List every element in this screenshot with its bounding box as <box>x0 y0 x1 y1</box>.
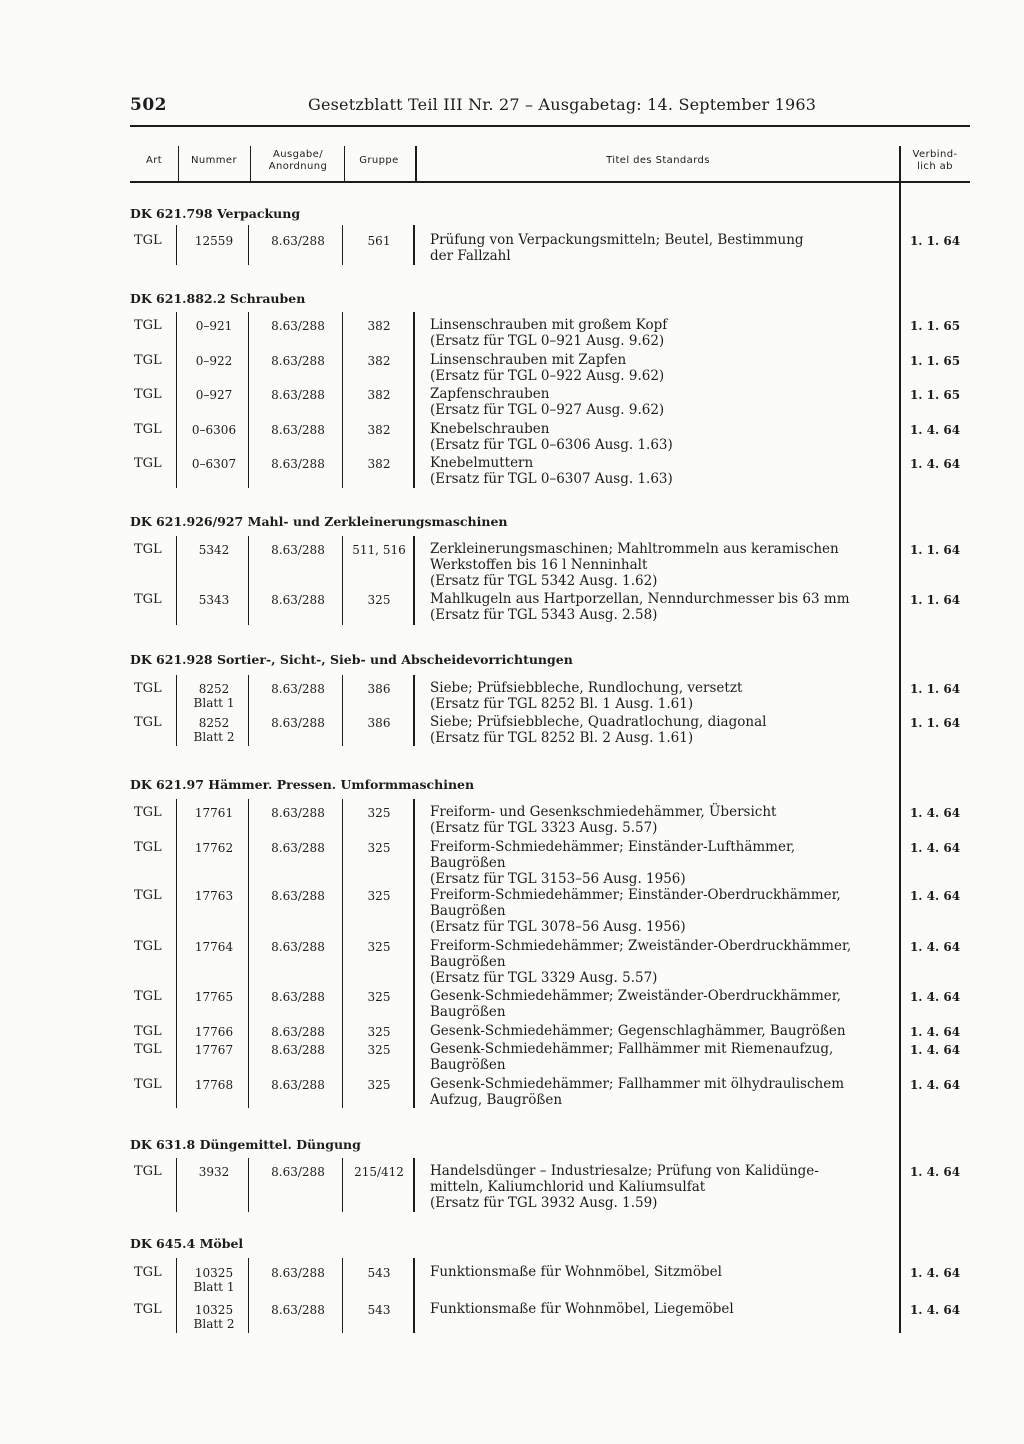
title-line: (Ersatz für TGL 0–6307 Ausg. 1.63) <box>430 471 673 487</box>
column-divider <box>413 536 415 625</box>
art-cell: TGL <box>134 542 162 557</box>
nummer-line: 10325 <box>194 1303 234 1317</box>
column-divider <box>248 225 249 265</box>
title-line: Handelsdünger – Industriesalze; Prüfung von Kalidünge- <box>430 1163 819 1179</box>
title-line: mitteln, Kaliumchlorid und Kaliumsulfat <box>430 1179 706 1195</box>
title-cell <box>430 839 895 887</box>
ausgabe-cell: 8.63/288 <box>271 388 325 402</box>
title-line: Baugrößen <box>430 1057 506 1073</box>
section-name: Möbel <box>199 1236 244 1251</box>
nummer-line: 17762 <box>194 841 234 855</box>
ausgabe-cell: 8.63/288 <box>271 319 325 333</box>
nummer-cell <box>180 593 248 607</box>
title-line: Funktionsmaße für Wohnmöbel, Liegemöbel <box>430 1301 734 1317</box>
nummer-line: 8252 <box>198 716 230 730</box>
verbindlich-cell: 1. 4. 64 <box>909 1165 961 1179</box>
title-line: Linsenschrauben mit Zapfen <box>430 352 627 368</box>
art-cell: TGL <box>134 1077 162 1092</box>
gruppe-cell: 382 <box>367 354 391 368</box>
art-cell: TGL <box>134 805 162 820</box>
nummer-line: 17768 <box>194 1078 234 1092</box>
nummer-cell <box>180 1025 248 1039</box>
col-header-gruppe: Gruppe <box>359 155 399 166</box>
art-cell: TGL <box>134 939 162 954</box>
ausgabe-cell: 8.63/288 <box>271 682 325 696</box>
title-cell <box>430 680 895 712</box>
nummer-line: 0–927 <box>195 388 233 402</box>
ausgabe-cell: 8.63/288 <box>271 1078 325 1092</box>
section-name: Schrauben <box>230 291 306 306</box>
art-cell: TGL <box>134 1265 162 1280</box>
gruppe-cell: 325 <box>367 841 391 855</box>
title-line: (Ersatz für TGL 5343 Ausg. 2.58) <box>430 607 658 623</box>
title-line: (Ersatz für TGL 0–6306 Ausg. 1.63) <box>430 437 673 453</box>
ausgabe-cell: 8.63/288 <box>271 234 325 248</box>
title-cell <box>430 1301 895 1317</box>
nummer-line: 5342 <box>198 543 230 557</box>
gruppe-cell: 325 <box>367 990 391 1004</box>
verbindlich-cell: 1. 1. 64 <box>909 682 961 696</box>
nummer-cell <box>180 1303 248 1331</box>
header-divider <box>344 146 345 181</box>
art-cell: TGL <box>134 840 162 855</box>
column-divider <box>176 675 177 746</box>
title-cell <box>430 232 895 264</box>
verbindlich-cell: 1. 4. 64 <box>909 806 961 820</box>
nummer-line: 0–922 <box>195 354 233 368</box>
gruppe-cell: 325 <box>367 1043 391 1057</box>
gruppe-cell: 215/412 <box>354 1165 404 1179</box>
section-code: DK 621.798 <box>130 206 213 221</box>
verbindlich-cell: 1. 4. 64 <box>909 889 961 903</box>
title-line: Funktionsmaße für Wohnmöbel, Sitzmöbel <box>430 1264 722 1280</box>
title-line: Gesenk-Schmiedehämmer; Fallhämmer mit Riemenaufzug, <box>430 1041 834 1057</box>
gruppe-cell: 325 <box>367 1078 391 1092</box>
nummer-line: 17764 <box>194 940 234 954</box>
header-rule <box>130 125 970 127</box>
section-name: Hämmer. Pressen. Umformmaschinen <box>208 777 475 792</box>
art-cell: TGL <box>134 715 162 730</box>
ausgabe-cell: 8.63/288 <box>271 457 325 471</box>
ausgabe-cell: 8.63/288 <box>271 889 325 903</box>
section-heading <box>130 1137 361 1152</box>
column-divider <box>248 799 249 1108</box>
column-divider <box>248 1158 249 1212</box>
nummer-cell <box>180 319 248 333</box>
col-header-verbindlich-line1: Verbind- <box>912 149 958 160</box>
title-cell <box>430 988 895 1020</box>
gruppe-cell: 382 <box>367 319 391 333</box>
title-cell <box>430 1023 895 1039</box>
nummer-line: Blatt 1 <box>193 1280 235 1294</box>
art-cell: TGL <box>134 1042 162 1057</box>
page-number: 502 <box>130 95 167 115</box>
title-line: Prüfung von Verpackungsmitteln; Beutel, Bestimmung <box>430 232 804 248</box>
title-cell <box>430 421 895 453</box>
ausgabe-cell: 8.63/288 <box>271 423 325 437</box>
title-cell <box>430 541 895 589</box>
col-header-ausgabe-line2: Anordnung <box>268 161 328 172</box>
nummer-line: Blatt 2 <box>193 730 235 744</box>
column-divider <box>248 536 249 625</box>
title-line: Siebe; Prüfsiebbleche, Quadratlochung, diagonal <box>430 714 767 730</box>
title-line: Siebe; Prüfsiebbleche, Rundlochung, versetzt <box>430 680 743 696</box>
title-line: Gesenk-Schmiedehämmer; Zweiständer-Oberdruckhämmer, <box>430 988 842 1004</box>
header-divider <box>178 146 179 181</box>
gruppe-cell: 511, 516 <box>352 543 406 557</box>
column-divider <box>248 1258 249 1333</box>
nummer-cell <box>180 990 248 1004</box>
title-line: Baugrößen <box>430 1004 506 1020</box>
art-cell: TGL <box>134 387 162 402</box>
title-line: (Ersatz für TGL 0–921 Ausg. 9.62) <box>430 333 665 349</box>
gruppe-cell: 382 <box>367 423 391 437</box>
art-cell: TGL <box>134 1302 162 1317</box>
title-line: Mahlkugeln aus Hartporzellan, Nenndurchmesser bis 63 mm <box>430 591 850 607</box>
title-line: (Ersatz für TGL 8252 Bl. 2 Ausg. 1.61) <box>430 730 694 746</box>
col-header-verbindlich-line2: lich ab <box>917 161 953 172</box>
column-divider <box>176 225 177 265</box>
nummer-line: 17767 <box>194 1043 234 1057</box>
gruppe-cell: 325 <box>367 889 391 903</box>
title-cell <box>430 317 895 349</box>
column-divider <box>413 675 415 746</box>
gruppe-cell: 382 <box>367 388 391 402</box>
nummer-cell <box>180 1078 248 1092</box>
title-line: Freiform-Schmiedehämmer; Einständer-Oberdruckhämmer, <box>430 887 841 903</box>
verbindlich-cell: 1. 1. 64 <box>909 543 961 557</box>
verbindlich-cell: 1. 1. 64 <box>909 593 961 607</box>
section-heading <box>130 1236 243 1251</box>
col-header-ausgabe <box>252 149 344 173</box>
ausgabe-cell: 8.63/288 <box>271 1266 325 1280</box>
art-cell: TGL <box>134 422 162 437</box>
column-divider <box>248 675 249 746</box>
column-divider <box>413 1158 415 1212</box>
verbindlich-cell: 1. 4. 64 <box>909 1078 961 1092</box>
title-line: (Ersatz für TGL 0–927 Ausg. 9.62) <box>430 402 665 418</box>
verbindlich-cell: 1. 4. 64 <box>909 457 961 471</box>
gruppe-cell: 543 <box>367 1303 391 1317</box>
nummer-cell <box>180 682 248 710</box>
title-line: Freiform- und Gesenkschmiedehämmer, Übersicht <box>430 804 777 820</box>
column-divider <box>176 312 177 488</box>
title-cell <box>430 714 895 746</box>
column-divider <box>248 312 249 488</box>
title-cell <box>430 804 895 836</box>
col-header-ausgabe-line1: Ausgabe/ <box>273 149 323 160</box>
nummer-line: 0–921 <box>195 319 233 333</box>
title-line: (Ersatz für TGL 0–922 Ausg. 9.62) <box>430 368 665 384</box>
verbindlich-cell: 1. 4. 64 <box>909 990 961 1004</box>
verbindlich-cell: 1. 1. 65 <box>909 388 961 402</box>
ausgabe-cell: 8.63/288 <box>271 593 325 607</box>
nummer-line: 0–6307 <box>191 457 237 471</box>
title-line: Freiform-Schmiedehämmer; Zweiständer-Oberdruckhämmer, <box>430 938 852 954</box>
ausgabe-cell: 8.63/288 <box>271 543 325 557</box>
title-cell <box>430 1041 895 1073</box>
section-code: DK 631.8 <box>130 1137 196 1152</box>
gruppe-cell: 386 <box>367 716 391 730</box>
title-line: Freiform-Schmiedehämmer; Einständer-Lufthämmer, <box>430 839 796 855</box>
title-cell <box>430 386 895 418</box>
section-name: Düngemittel. Düngung <box>199 1137 361 1152</box>
col-header-nummer: Nummer <box>191 155 237 166</box>
nummer-cell <box>180 806 248 820</box>
section-code: DK 621.928 <box>130 652 213 667</box>
column-divider <box>413 1258 415 1333</box>
column-header-rule <box>130 181 970 183</box>
title-line: (Ersatz für TGL 3153–56 Ausg. 1956) <box>430 871 686 887</box>
nummer-cell <box>180 543 248 557</box>
section-name: Sortier-, Sicht-, Sieb- und Abscheidevorrichtungen <box>216 652 573 667</box>
nummer-line: 12559 <box>194 234 234 248</box>
nummer-line: 17766 <box>194 1025 234 1039</box>
gruppe-cell: 325 <box>367 1025 391 1039</box>
title-line: Zapfenschrauben <box>430 386 550 402</box>
nummer-cell <box>180 457 248 471</box>
art-cell: TGL <box>134 592 162 607</box>
col-header-verbindlich <box>900 149 970 173</box>
nummer-line: Blatt 2 <box>193 1317 235 1331</box>
nummer-line: 0–6306 <box>191 423 237 437</box>
title-line: (Ersatz für TGL 3078–56 Ausg. 1956) <box>430 919 686 935</box>
nummer-cell <box>180 423 248 437</box>
art-cell: TGL <box>134 318 162 333</box>
title-line: Linsenschrauben mit großem Kopf <box>430 317 668 333</box>
title-cell <box>430 1163 895 1211</box>
section-heading <box>130 514 508 529</box>
nummer-cell <box>180 841 248 855</box>
column-divider <box>176 799 177 1108</box>
gruppe-cell: 325 <box>367 593 391 607</box>
verbindlich-cell: 1. 4. 64 <box>909 1266 961 1280</box>
verbindlich-cell: 1. 4. 64 <box>909 1025 961 1039</box>
ausgabe-cell: 8.63/288 <box>271 990 325 1004</box>
gruppe-cell: 543 <box>367 1266 391 1280</box>
nummer-cell <box>180 940 248 954</box>
art-cell: TGL <box>134 353 162 368</box>
col-header-art: Art <box>145 155 163 166</box>
verbindlich-cell: 1. 4. 64 <box>909 841 961 855</box>
section-code: DK 645.4 <box>130 1236 196 1251</box>
nummer-line: 5343 <box>198 593 230 607</box>
column-divider <box>413 799 415 1108</box>
title-line: Aufzug, Baugrößen <box>430 1092 563 1108</box>
ausgabe-cell: 8.63/288 <box>271 1025 325 1039</box>
title-line: Baugrößen <box>430 855 506 871</box>
title-line: (Ersatz für TGL 8252 Bl. 1 Ausg. 1.61) <box>430 696 694 712</box>
verbindlich-cell: 1. 1. 65 <box>909 354 961 368</box>
verbindlich-cell: 1. 1. 64 <box>909 716 961 730</box>
nummer-cell <box>180 234 248 248</box>
gruppe-cell: 382 <box>367 457 391 471</box>
section-heading <box>130 206 300 221</box>
nummer-cell <box>180 1165 248 1179</box>
verbindlich-cell: 1. 4. 64 <box>909 423 961 437</box>
art-cell: TGL <box>134 1164 162 1179</box>
ausgabe-cell: 8.63/288 <box>271 841 325 855</box>
title-line: Gesenk-Schmiedehämmer; Gegenschlaghämmer, Baugrößen <box>430 1023 846 1039</box>
title-line: der Fallzahl <box>430 248 511 264</box>
section-name: Verpackung <box>216 206 301 221</box>
section-code: DK 621.926/927 <box>130 514 244 529</box>
ausgabe-cell: 8.63/288 <box>271 1165 325 1179</box>
section-heading <box>130 652 573 667</box>
running-head: Gesetzblatt Teil III Nr. 27 – Ausgabetag: 14. September 1963 <box>308 95 817 114</box>
title-cell <box>430 591 895 623</box>
ausgabe-cell: 8.63/288 <box>271 1303 325 1317</box>
section-heading <box>130 777 474 792</box>
verbindlich-cell: 1. 1. 64 <box>909 234 961 248</box>
title-line: Gesenk-Schmiedehämmer; Fallhammer mit ölhydraulischem <box>430 1076 845 1092</box>
title-line: (Ersatz für TGL 3932 Ausg. 1.59) <box>430 1195 658 1211</box>
verbindlich-cell: 1. 1. 65 <box>909 319 961 333</box>
title-line: Baugrößen <box>430 954 506 970</box>
ausgabe-cell: 8.63/288 <box>271 940 325 954</box>
ausgabe-cell: 8.63/288 <box>271 1043 325 1057</box>
section-code: DK 621.97 <box>130 777 204 792</box>
gruppe-cell: 561 <box>367 234 391 248</box>
verbindlich-cell: 1. 4. 64 <box>909 1043 961 1057</box>
header-divider <box>250 146 251 181</box>
nummer-cell <box>180 1043 248 1057</box>
gruppe-cell: 325 <box>367 806 391 820</box>
nummer-line: Blatt 1 <box>193 696 235 710</box>
nummer-line: 17761 <box>194 806 234 820</box>
nummer-line: 10325 <box>194 1266 234 1280</box>
title-cell <box>430 1076 895 1108</box>
column-divider <box>176 1158 177 1212</box>
nummer-cell <box>180 388 248 402</box>
art-cell: TGL <box>134 456 162 471</box>
section-name: Mahl- und Zerkleinerungsmaschinen <box>247 514 508 529</box>
gruppe-cell: 386 <box>367 682 391 696</box>
nummer-line: 17763 <box>194 889 234 903</box>
art-cell: TGL <box>134 681 162 696</box>
ausgabe-cell: 8.63/288 <box>271 806 325 820</box>
column-divider <box>413 312 415 488</box>
verbindlich-cell: 1. 4. 64 <box>909 940 961 954</box>
nummer-line: 3932 <box>198 1165 230 1179</box>
title-line: Knebelschrauben <box>430 421 550 437</box>
header-divider <box>415 146 417 181</box>
section-heading <box>130 291 305 306</box>
title-line: Werkstoffen bis 16 l Nenninhalt <box>430 557 648 573</box>
title-line: (Ersatz für TGL 3329 Ausg. 5.57) <box>430 970 658 986</box>
title-cell <box>430 455 895 487</box>
column-divider <box>413 225 415 265</box>
nummer-cell <box>180 889 248 903</box>
art-cell: TGL <box>134 1024 162 1039</box>
title-cell <box>430 887 895 935</box>
ausgabe-cell: 8.63/288 <box>271 354 325 368</box>
title-cell <box>430 352 895 384</box>
nummer-line: 8252 <box>198 682 230 696</box>
title-cell <box>430 938 895 986</box>
title-line: Baugrößen <box>430 903 506 919</box>
ausgabe-cell: 8.63/288 <box>271 716 325 730</box>
art-cell: TGL <box>134 233 162 248</box>
header-divider <box>899 146 901 181</box>
col-header-titel: Titel des Standards <box>606 155 710 166</box>
title-line: Knebelmuttern <box>430 455 534 471</box>
title-line: Zerkleinerungsmaschinen; Mahltrommeln aus keramischen <box>430 541 839 557</box>
verbindlich-cell: 1. 4. 64 <box>909 1303 961 1317</box>
title-line: (Ersatz für TGL 3323 Ausg. 5.57) <box>430 820 658 836</box>
nummer-line: 17765 <box>194 990 234 1004</box>
nummer-cell <box>180 716 248 744</box>
art-cell: TGL <box>134 888 162 903</box>
column-divider <box>176 536 177 625</box>
nummer-cell <box>180 354 248 368</box>
gruppe-cell: 325 <box>367 940 391 954</box>
art-cell: TGL <box>134 989 162 1004</box>
section-code: DK 621.882.2 <box>130 291 226 306</box>
column-divider <box>176 1258 177 1333</box>
nummer-cell <box>180 1266 248 1294</box>
title-cell <box>430 1264 895 1280</box>
title-line: (Ersatz für TGL 5342 Ausg. 1.62) <box>430 573 658 589</box>
